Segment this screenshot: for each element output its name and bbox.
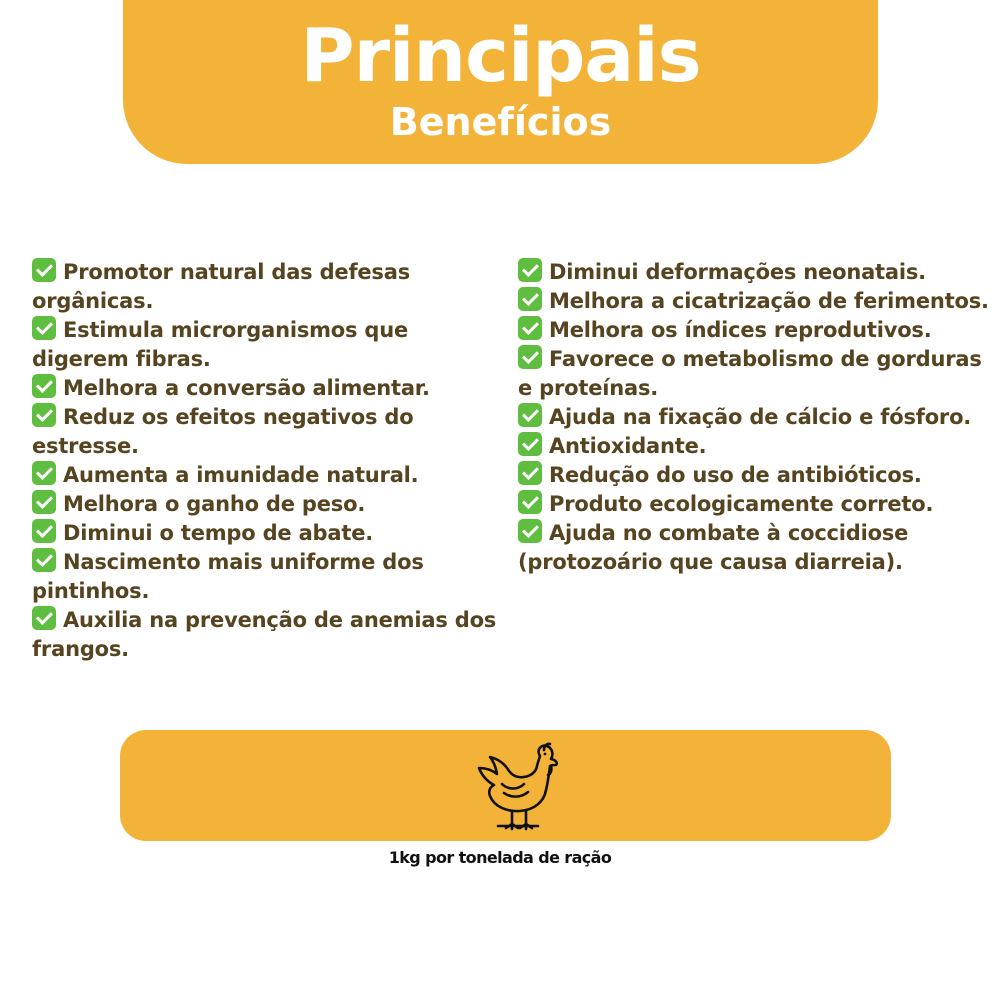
check-icon [32, 490, 56, 514]
benefit-item [32, 316, 497, 374]
benefit-text: Antioxidante. [549, 434, 707, 458]
benefit-text: Diminui deformações neonatais. [549, 260, 926, 284]
benefit-text: Melhora a conversão alimentar. [63, 376, 430, 400]
check-icon [518, 432, 542, 456]
benefit-item [518, 432, 993, 461]
footer-caption: 1kg por tonelada de ração [388, 848, 612, 867]
benefit-text: Redução do uso de antibióticos. [549, 463, 922, 487]
benefit-item [518, 519, 993, 577]
check-icon [518, 258, 542, 282]
page-subtitle: Benefícios [389, 100, 612, 144]
check-icon [518, 519, 542, 543]
check-icon [32, 548, 56, 572]
benefit-text: Favorece o metabolismo de gorduras e proteínas. [518, 347, 982, 400]
check-icon [518, 403, 542, 427]
benefit-item [32, 403, 497, 461]
benefit-text: Melhora o ganho de peso. [63, 492, 366, 516]
benefit-text: Diminui o tempo de abate. [63, 521, 374, 545]
benefit-text: Ajuda no combate à coccidiose (protozoário que causa diarreia). [518, 521, 909, 574]
benefit-text: Promotor natural das defesas orgânicas. [32, 260, 411, 313]
benefit-item [518, 490, 993, 519]
benefit-item [32, 461, 497, 490]
benefit-item [518, 403, 993, 432]
benefit-item [32, 606, 497, 664]
check-icon [518, 287, 542, 311]
benefit-item [32, 519, 497, 548]
benefit-text: Produto ecologicamente correto. [549, 492, 934, 516]
benefit-text: Reduz os efeitos negativos do estresse. [32, 405, 414, 458]
page-title: Principais [300, 13, 701, 99]
benefit-item [518, 461, 993, 490]
check-icon [32, 403, 56, 427]
benefit-item [518, 287, 993, 316]
check-icon [518, 316, 542, 340]
check-icon [518, 345, 542, 369]
check-icon [32, 519, 56, 543]
benefit-text: Melhora os índices reprodutivos. [549, 318, 932, 342]
check-icon [32, 258, 56, 282]
benefit-text: Auxilia na prevenção de anemias dos frangos. [32, 608, 497, 661]
benefit-text: Estimula microrganismos que digerem fibras. [32, 318, 409, 371]
check-icon [32, 461, 56, 485]
check-icon [32, 606, 56, 630]
check-icon [518, 490, 542, 514]
benefit-item [32, 490, 497, 519]
header-banner [123, 0, 878, 164]
benefit-item [518, 345, 993, 403]
benefit-item [32, 258, 497, 316]
hen-icon [474, 738, 562, 834]
benefit-text: Ajuda na fixação de cálcio e fósforo. [549, 405, 972, 429]
check-icon [32, 316, 56, 340]
benefit-text: Nascimento mais uniforme dos pintinhos. [32, 550, 424, 603]
benefit-text: Melhora a cicatrização de ferimentos. [549, 289, 989, 313]
benefit-item [518, 258, 993, 287]
benefit-item [518, 316, 993, 345]
check-icon [518, 461, 542, 485]
benefits-list-right [518, 258, 993, 577]
benefit-text: Aumenta a imunidade natural. [63, 463, 419, 487]
check-icon [32, 374, 56, 398]
benefits-list-left [32, 258, 497, 664]
benefit-item [32, 548, 497, 606]
benefit-item [32, 374, 497, 403]
